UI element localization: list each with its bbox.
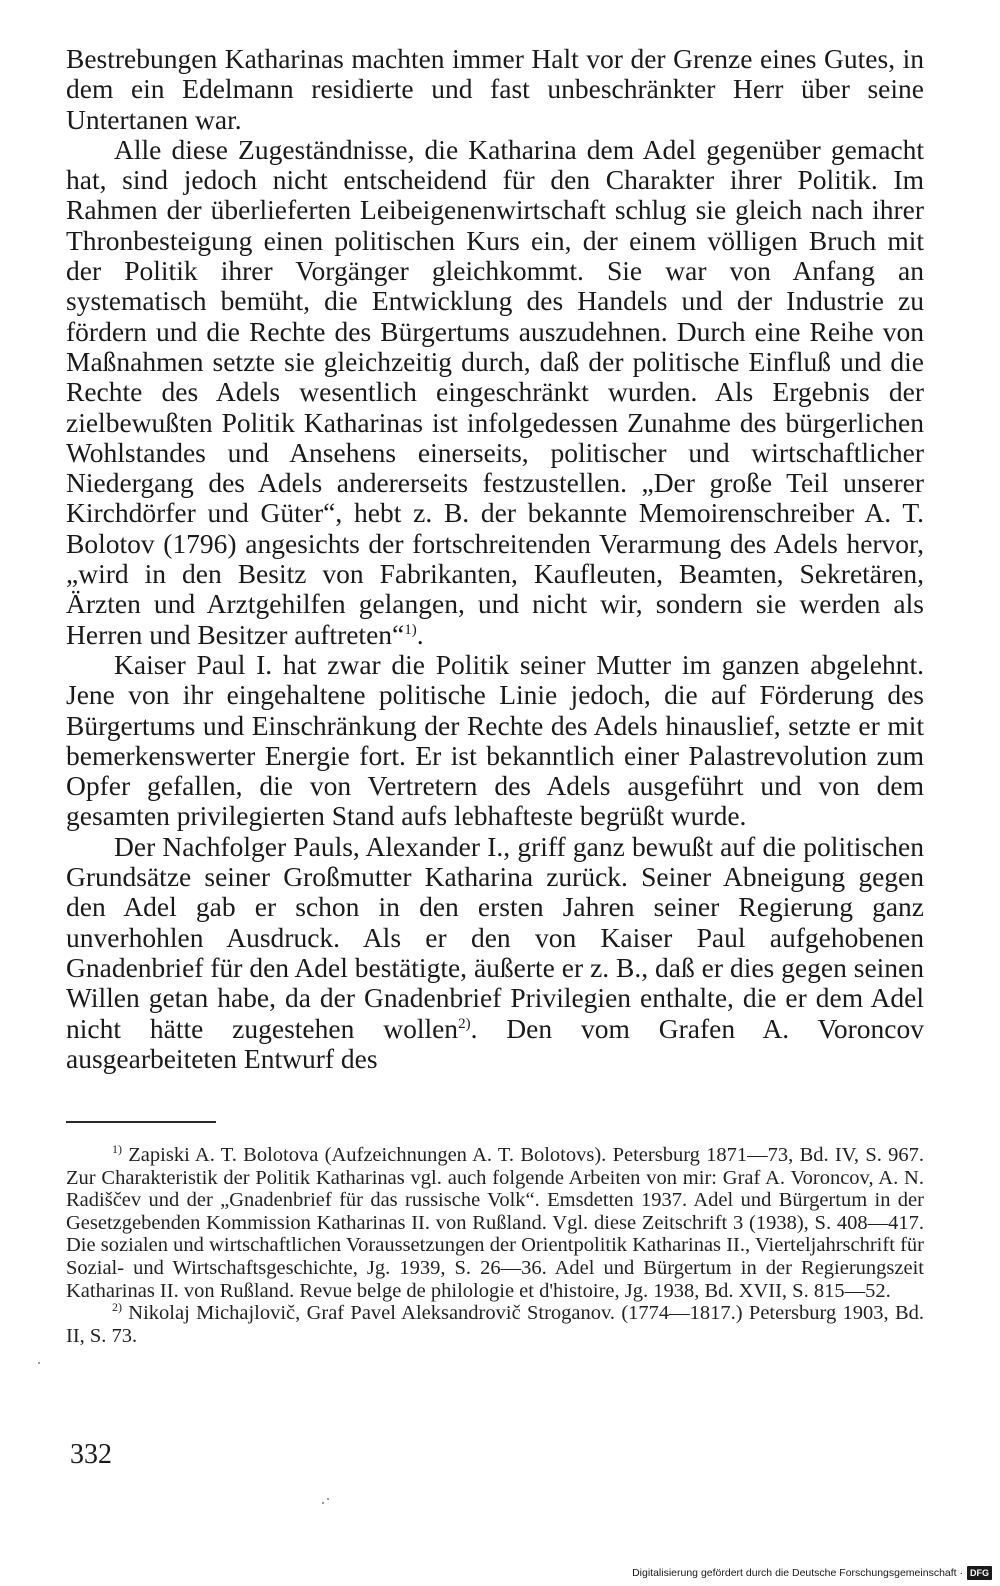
footnote-2-marker: 2) (112, 1300, 122, 1315)
page-number: 332 (70, 1439, 112, 1470)
footnote-1-text: Zapiski A. T. Bolotova (Aufzeichnungen A. T. Bolotovs). Petersburg 1871—73, Bd. IV, S. 967. Zur Charakteristik der Politik Katharinas vgl. auch folgende Arbeiten von mir: Graf A. Voroncov, A. N. Radiščev und der „Gnadenbrief für das russische Volk“. Emsdetten 1937. Adel und Bürgertum in der Gesetzgebenden Kommission Katharinas II. von Rußland. Vgl. diese Zeitschrift 3 (1938), S. 408—417. Die sozialen und wirtschaftlichen Voraussetzungen der Orientpolitik Katharinas II., Vierteljahrschrift für Sozial- und Wirtschaftsgeschichte, Jg. 1939, S. 26—36. Adel und Bürgertum in der Regierungszeit Katharinas II. von Rußland. Revue belge de philologie et d'histoire, Jg. 1938, Bd. XVII, S. 815—52. (66, 1144, 924, 1302)
paragraph-2-text: Alle diese Zugeständnisse, die Katharina dem Adel gegenüber gemacht hat, sind jedoch nicht entscheidend für den Charakter ihrer Politik. Im Rahmen der überlieferten Leibeigenenwirtschaft schlug sie gleich nach ihrer Thronbesteigung einen politischen Kurs ein, der einem völligen Bruch mit der Politik ihrer Vorgänger gleichkommt. Sie war von Anfang an systematisch bemüht, die Entwicklung des Handels und der Industrie zu fördern und die Rechte des Bürgertums auszudehnen. Durch eine Reihe von Maßnahmen setzte sie gleichzeitig durch, daß der politische Einfluß und die Rechte des Adels wesentlich eingeschränkt wurden. Als Ergebnis der zielbewußten Politik Katharinas ist infolgedessen Zunahme des bürgerlichen Wohlstandes und Ansehens einerseits, politischer und wirtschaftlicher Niedergang des Adels andererseits festzustellen. „Der große Teil unserer Kirchdörfer und Güter“, hebt z. B. der bekannte Memoirenschreiber A. T. Bolotov (1796) angesichts der fortschreitenden Verarmung des Adels hervor, „wird in den Besitz von Fabrikanten, Kaufleuten, Beamten, Sekretären, Ärzten und Arztgehilfen gelangen, und nicht wir, sondern sie werden als Herren und Besitzer auftreten“ (66, 133, 924, 650)
paragraph-2 (66, 135, 924, 650)
paragraph-3-text: Kaiser Paul I. hat zwar die Politik seiner Mutter im ganzen abgelehnt. Jene von ihr eingehaltene politische Linie jedoch, die auf Förderung des Bürgertums und Einschränkung der Rechte des Adels hinauslief, setzte er mit bemerkenswerter Energie fort. Er ist bekanntlich einer Palastrevolution zum Opfer gefallen, die von Vertretern des Adels ausgeführt und von dem gesamten privilegierten Stand aufs lebhafteste begrüßt wurde. (66, 648, 924, 832)
footnote-1 (66, 1144, 924, 1302)
paragraph-4-text: Der Nachfolger Pauls, Alexander I., griff ganz bewußt auf die politischen Grundsätze seiner Großmutter Katharina zurück. Seiner Abneigung gegen den Adel gab er schon in den ersten Jahren seiner Regierung ganz unverhohlen Ausdruck. Als er den von Kaiser Paul aufgehobenen Gnadenbrief für den Adel bestätigte, äußerte er z. B., daß er dies gegen seinen Willen getan habe, da der Gnadenbrief Privilegien enthalte, die er dem Adel nicht hätte zugestehen wollen (66, 830, 924, 1044)
footnote-ref-2: 2) (458, 1015, 471, 1032)
paragraph-2-tail: . (416, 618, 424, 650)
paragraph-1 (66, 44, 924, 135)
digitization-credit (632, 1566, 992, 1580)
footnote-divider (66, 1121, 216, 1123)
paragraph-4 (66, 832, 924, 1074)
paragraph-3 (66, 650, 924, 832)
scan-speck (322, 1502, 324, 1504)
dfg-logo-icon: DFG (967, 1566, 992, 1580)
body-text (66, 44, 924, 1074)
scan-speck (38, 1362, 40, 1364)
credit-text: Digitalisierung gefördert durch die Deutsche Forschungsgemeinschaft · (632, 1567, 963, 1579)
footnotes (66, 1144, 924, 1347)
footnote-ref-1: 1) (404, 621, 417, 638)
footnote-2 (66, 1302, 924, 1347)
footnote-1-marker: 1) (112, 1142, 122, 1157)
paragraph-4-tail: . Den vom Grafen A. Voroncov ausgearbeiteten Entwurf des (66, 1012, 924, 1074)
scan-speck (327, 1498, 329, 1500)
paragraph-1-text: Bestrebungen Katharinas machten immer Halt vor der Grenze eines Gutes, in dem ein Edelmann residierte und fast unbeschränkter Herr über seine Untertanen war. (66, 43, 924, 135)
footnote-2-text: Nikolaj Michajlovič, Graf Pavel Aleksandrovič Stroganov. (1774—1817.) Petersburg 1903, Bd. II, S. 73. (66, 1302, 924, 1347)
